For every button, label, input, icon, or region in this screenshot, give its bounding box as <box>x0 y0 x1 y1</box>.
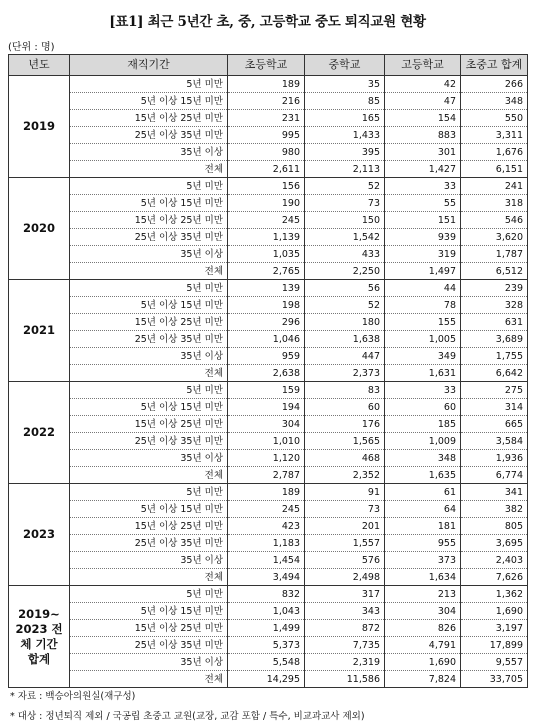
middle-cell: 165 <box>305 110 385 127</box>
period-cell: 35년 이상 <box>70 654 228 671</box>
elementary-cell: 1,010 <box>228 433 305 450</box>
table-row <box>9 433 528 450</box>
high-cell: 7,824 <box>385 671 461 688</box>
table-row <box>9 76 528 93</box>
year-cell: 2021 <box>9 280 70 382</box>
high-cell: 939 <box>385 229 461 246</box>
table-title: [표1] 최근 5년간 초, 중, 고등학교 중도 퇴직교원 현황 <box>109 14 426 30</box>
middle-cell: 2,113 <box>305 161 385 178</box>
table-row <box>9 399 528 416</box>
year-cell: 2020 <box>9 178 70 280</box>
period-cell: 5년 미만 <box>70 484 228 501</box>
elementary-cell: 1,139 <box>228 229 305 246</box>
high-cell: 1,690 <box>385 654 461 671</box>
middle-cell: 1,433 <box>305 127 385 144</box>
middle-cell: 176 <box>305 416 385 433</box>
period-cell: 35년 이상 <box>70 144 228 161</box>
high-cell: 181 <box>385 518 461 535</box>
table-row <box>9 535 528 552</box>
total-cell: 546 <box>461 212 528 229</box>
high-cell: 55 <box>385 195 461 212</box>
total-cell: 3,689 <box>461 331 528 348</box>
period-cell: 15년 이상 25년 미만 <box>70 314 228 331</box>
high-cell: 33 <box>385 178 461 195</box>
period-cell: 15년 이상 25년 미만 <box>70 620 228 637</box>
period-cell: 35년 이상 <box>70 552 228 569</box>
high-cell: 1,634 <box>385 569 461 586</box>
middle-cell: 150 <box>305 212 385 229</box>
total-cell: 3,197 <box>461 620 528 637</box>
table-row <box>9 212 528 229</box>
high-cell: 185 <box>385 416 461 433</box>
total-cell: 3,311 <box>461 127 528 144</box>
period-cell: 5년 이상 15년 미만 <box>70 603 228 620</box>
table-row <box>9 110 528 127</box>
middle-cell: 395 <box>305 144 385 161</box>
middle-cell: 468 <box>305 450 385 467</box>
elementary-cell: 2,638 <box>228 365 305 382</box>
elementary-cell: 189 <box>228 484 305 501</box>
elementary-cell: 304 <box>228 416 305 433</box>
middle-cell: 7,735 <box>305 637 385 654</box>
elementary-cell: 959 <box>228 348 305 365</box>
high-cell: 319 <box>385 246 461 263</box>
elementary-cell: 190 <box>228 195 305 212</box>
total-cell: 550 <box>461 110 528 127</box>
middle-cell: 447 <box>305 348 385 365</box>
total-cell: 17,899 <box>461 637 528 654</box>
table-row <box>9 314 528 331</box>
middle-cell: 52 <box>305 178 385 195</box>
high-cell: 349 <box>385 348 461 365</box>
total-cell: 3,584 <box>461 433 528 450</box>
high-cell: 154 <box>385 110 461 127</box>
middle-cell: 1,557 <box>305 535 385 552</box>
footnote-source: * 자료 : 백승아의원실(재구성) <box>10 691 136 702</box>
table-total-row <box>9 365 528 382</box>
table-row <box>9 280 528 297</box>
period-cell: 15년 이상 25년 미만 <box>70 518 228 535</box>
high-cell: 304 <box>385 603 461 620</box>
total-cell: 328 <box>461 297 528 314</box>
period-cell: 전체 <box>70 161 228 178</box>
header-total: 초중고 합계 <box>461 55 528 76</box>
table-row <box>9 637 528 654</box>
high-cell: 1,009 <box>385 433 461 450</box>
middle-cell: 2,250 <box>305 263 385 280</box>
total-cell: 341 <box>461 484 528 501</box>
high-cell: 1,635 <box>385 467 461 484</box>
table-total-row <box>9 467 528 484</box>
table-row <box>9 348 528 365</box>
table-row <box>9 297 528 314</box>
middle-cell: 60 <box>305 399 385 416</box>
total-cell: 33,705 <box>461 671 528 688</box>
period-cell: 15년 이상 25년 미만 <box>70 110 228 127</box>
period-cell: 5년 이상 15년 미만 <box>70 195 228 212</box>
elementary-cell: 231 <box>228 110 305 127</box>
total-cell: 1,936 <box>461 450 528 467</box>
elementary-cell: 216 <box>228 93 305 110</box>
period-cell: 5년 이상 15년 미만 <box>70 501 228 518</box>
middle-cell: 872 <box>305 620 385 637</box>
table-row <box>9 586 528 603</box>
elementary-cell: 1,035 <box>228 246 305 263</box>
elementary-cell: 14,295 <box>228 671 305 688</box>
middle-cell: 56 <box>305 280 385 297</box>
high-cell: 78 <box>385 297 461 314</box>
total-cell: 266 <box>461 76 528 93</box>
middle-cell: 317 <box>305 586 385 603</box>
table-row <box>9 127 528 144</box>
middle-cell: 91 <box>305 484 385 501</box>
period-cell: 5년 미만 <box>70 586 228 603</box>
middle-cell: 1,565 <box>305 433 385 450</box>
period-cell: 5년 미만 <box>70 382 228 399</box>
middle-cell: 73 <box>305 195 385 212</box>
total-cell: 6,642 <box>461 365 528 382</box>
elementary-cell: 198 <box>228 297 305 314</box>
high-cell: 155 <box>385 314 461 331</box>
elementary-cell: 3,494 <box>228 569 305 586</box>
total-cell: 314 <box>461 399 528 416</box>
middle-cell: 11,586 <box>305 671 385 688</box>
table-row <box>9 93 528 110</box>
total-cell: 2,403 <box>461 552 528 569</box>
period-cell: 전체 <box>70 569 228 586</box>
elementary-cell: 1,183 <box>228 535 305 552</box>
middle-cell: 2,352 <box>305 467 385 484</box>
total-cell: 239 <box>461 280 528 297</box>
header-row <box>9 55 528 76</box>
period-cell: 5년 미만 <box>70 76 228 93</box>
elementary-cell: 1,046 <box>228 331 305 348</box>
elementary-cell: 980 <box>228 144 305 161</box>
middle-cell: 343 <box>305 603 385 620</box>
period-cell: 5년 이상 15년 미만 <box>70 93 228 110</box>
middle-cell: 576 <box>305 552 385 569</box>
period-cell: 5년 미만 <box>70 280 228 297</box>
table-row <box>9 552 528 569</box>
high-cell: 4,791 <box>385 637 461 654</box>
high-cell: 373 <box>385 552 461 569</box>
high-cell: 151 <box>385 212 461 229</box>
elementary-cell: 2,611 <box>228 161 305 178</box>
high-cell: 301 <box>385 144 461 161</box>
table-row <box>9 501 528 518</box>
table-row <box>9 620 528 637</box>
period-cell: 25년 이상 35년 미만 <box>70 331 228 348</box>
elementary-cell: 159 <box>228 382 305 399</box>
total-cell: 6,512 <box>461 263 528 280</box>
period-cell: 35년 이상 <box>70 450 228 467</box>
period-cell: 35년 이상 <box>70 348 228 365</box>
high-cell: 883 <box>385 127 461 144</box>
elementary-cell: 1,120 <box>228 450 305 467</box>
total-cell: 1,676 <box>461 144 528 161</box>
middle-cell: 201 <box>305 518 385 535</box>
period-cell: 35년 이상 <box>70 246 228 263</box>
period-cell: 15년 이상 25년 미만 <box>70 212 228 229</box>
total-cell: 382 <box>461 501 528 518</box>
table-row <box>9 603 528 620</box>
total-cell: 665 <box>461 416 528 433</box>
header-high: 고등학교 <box>385 55 461 76</box>
middle-cell: 83 <box>305 382 385 399</box>
elementary-cell: 1,499 <box>228 620 305 637</box>
total-cell: 318 <box>461 195 528 212</box>
high-cell: 64 <box>385 501 461 518</box>
year-cell: 2023 <box>9 484 70 586</box>
middle-cell: 2,319 <box>305 654 385 671</box>
middle-cell: 1,542 <box>305 229 385 246</box>
middle-cell: 1,638 <box>305 331 385 348</box>
elementary-cell: 189 <box>228 76 305 93</box>
elementary-cell: 2,787 <box>228 467 305 484</box>
high-cell: 61 <box>385 484 461 501</box>
total-cell: 7,626 <box>461 569 528 586</box>
high-cell: 1,497 <box>385 263 461 280</box>
high-cell: 955 <box>385 535 461 552</box>
total-cell: 1,787 <box>461 246 528 263</box>
year-cell: 2022 <box>9 382 70 484</box>
total-cell: 6,151 <box>461 161 528 178</box>
header-year: 년도 <box>9 55 70 76</box>
period-cell: 전체 <box>70 263 228 280</box>
elementary-cell: 5,373 <box>228 637 305 654</box>
table-row <box>9 450 528 467</box>
table-total-row <box>9 263 528 280</box>
high-cell: 826 <box>385 620 461 637</box>
period-cell: 25년 이상 35년 미만 <box>70 433 228 450</box>
total-cell: 631 <box>461 314 528 331</box>
middle-cell: 433 <box>305 246 385 263</box>
middle-cell: 52 <box>305 297 385 314</box>
high-cell: 1,005 <box>385 331 461 348</box>
high-cell: 348 <box>385 450 461 467</box>
period-cell: 전체 <box>70 671 228 688</box>
high-cell: 47 <box>385 93 461 110</box>
elementary-cell: 139 <box>228 280 305 297</box>
elementary-cell: 832 <box>228 586 305 603</box>
table-row <box>9 144 528 161</box>
total-cell: 6,774 <box>461 467 528 484</box>
table-row <box>9 416 528 433</box>
total-cell: 1,362 <box>461 586 528 603</box>
footnote-target: * 대상 : 정년퇴직 제외 / 국공립 초중고 교원(교장, 교감 포함 / 특수, 비교과교사 제외) <box>10 711 365 722</box>
elementary-cell: 5,548 <box>228 654 305 671</box>
elementary-cell: 2,765 <box>228 263 305 280</box>
period-cell: 25년 이상 35년 미만 <box>70 535 228 552</box>
elementary-cell: 194 <box>228 399 305 416</box>
year-cell: 2019~ 2023 전체 기간 합계 <box>9 586 70 688</box>
high-cell: 33 <box>385 382 461 399</box>
table-row <box>9 654 528 671</box>
middle-cell: 2,498 <box>305 569 385 586</box>
total-cell: 1,690 <box>461 603 528 620</box>
period-cell: 25년 이상 35년 미만 <box>70 637 228 654</box>
unit-label: (단위 : 명) <box>8 42 55 53</box>
elementary-cell: 1,454 <box>228 552 305 569</box>
total-cell: 3,620 <box>461 229 528 246</box>
high-cell: 1,427 <box>385 161 461 178</box>
total-cell: 275 <box>461 382 528 399</box>
table-row <box>9 195 528 212</box>
middle-cell: 85 <box>305 93 385 110</box>
elementary-cell: 1,043 <box>228 603 305 620</box>
total-cell: 1,755 <box>461 348 528 365</box>
table-body <box>9 76 528 688</box>
period-cell: 전체 <box>70 365 228 382</box>
middle-cell: 2,373 <box>305 365 385 382</box>
table-total-row <box>9 161 528 178</box>
high-cell: 60 <box>385 399 461 416</box>
elementary-cell: 423 <box>228 518 305 535</box>
table-row <box>9 484 528 501</box>
period-cell: 15년 이상 25년 미만 <box>70 416 228 433</box>
header-middle: 중학교 <box>305 55 385 76</box>
middle-cell: 180 <box>305 314 385 331</box>
total-cell: 9,557 <box>461 654 528 671</box>
total-cell: 241 <box>461 178 528 195</box>
table-total-row <box>9 671 528 688</box>
table-row <box>9 518 528 535</box>
elementary-cell: 296 <box>228 314 305 331</box>
high-cell: 42 <box>385 76 461 93</box>
header-elementary: 초등학교 <box>228 55 305 76</box>
table-row <box>9 382 528 399</box>
retirement-table <box>8 54 528 688</box>
elementary-cell: 245 <box>228 501 305 518</box>
period-cell: 25년 이상 35년 미만 <box>70 229 228 246</box>
high-cell: 44 <box>385 280 461 297</box>
period-cell: 25년 이상 35년 미만 <box>70 127 228 144</box>
elementary-cell: 156 <box>228 178 305 195</box>
table-row <box>9 331 528 348</box>
period-cell: 5년 미만 <box>70 178 228 195</box>
high-cell: 1,631 <box>385 365 461 382</box>
table-row <box>9 178 528 195</box>
year-cell: 2019 <box>9 76 70 178</box>
period-cell: 5년 이상 15년 미만 <box>70 297 228 314</box>
elementary-cell: 995 <box>228 127 305 144</box>
middle-cell: 73 <box>305 501 385 518</box>
total-cell: 3,695 <box>461 535 528 552</box>
total-cell: 348 <box>461 93 528 110</box>
high-cell: 213 <box>385 586 461 603</box>
table-total-row <box>9 569 528 586</box>
table-row <box>9 229 528 246</box>
middle-cell: 35 <box>305 76 385 93</box>
table-row <box>9 246 528 263</box>
total-cell: 805 <box>461 518 528 535</box>
period-cell: 5년 이상 15년 미만 <box>70 399 228 416</box>
elementary-cell: 245 <box>228 212 305 229</box>
period-cell: 전체 <box>70 467 228 484</box>
header-period: 재직기간 <box>70 55 228 76</box>
